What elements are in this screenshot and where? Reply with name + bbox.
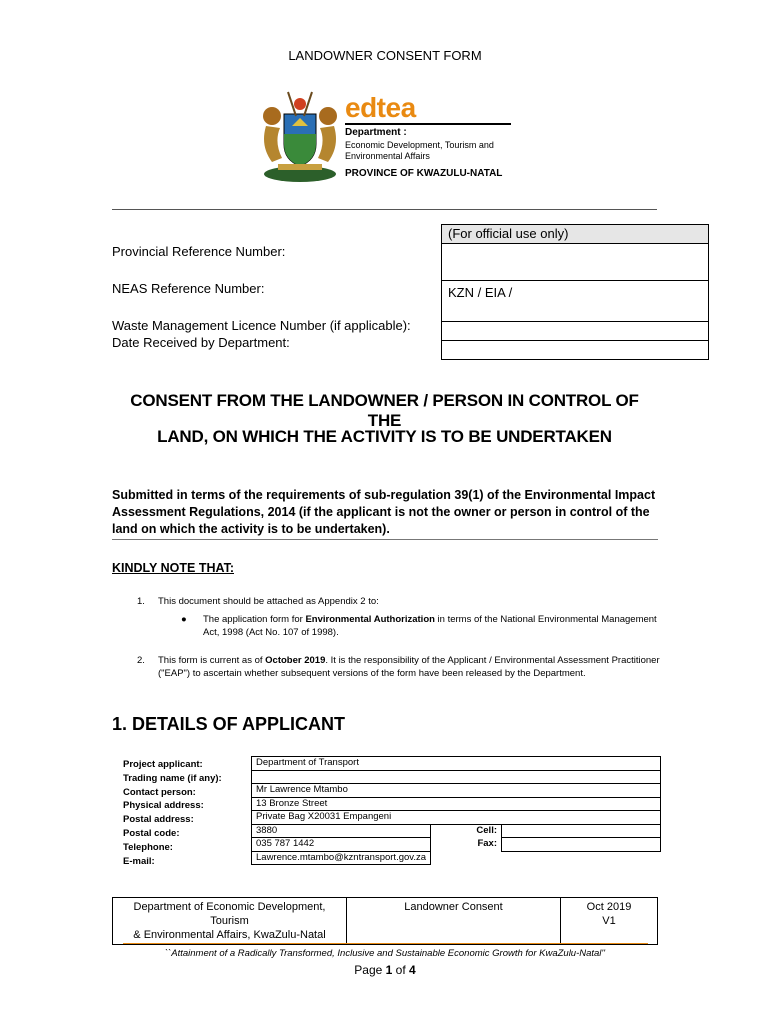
page-pre: Page xyxy=(354,963,386,977)
cell-label: Cell: xyxy=(476,825,497,836)
footer-slogan: ``Attainment of a Radically Transformed, Inclusive and Sustainable Economic Growth for KwaZulu-Natal'' xyxy=(164,948,606,959)
official-use-table xyxy=(441,224,709,360)
cell-field[interactable] xyxy=(502,824,661,838)
footer-divider xyxy=(123,943,648,944)
submitted-divider xyxy=(112,539,658,540)
footer-document-name: Landowner Consent xyxy=(347,898,561,945)
neas-ref-field[interactable]: KZN / EIA / xyxy=(442,281,709,322)
project-applicant-field[interactable]: Department of Transport xyxy=(252,757,661,771)
telephone-field[interactable]: 035 787 1442 xyxy=(252,838,431,852)
neas-ref-label: NEAS Reference Number: xyxy=(112,281,265,296)
postal-code-field[interactable]: 3880 xyxy=(252,824,431,838)
waste-licence-field[interactable] xyxy=(442,322,709,341)
footer-table xyxy=(112,897,658,945)
footer-department-line-2: & Environmental Affairs, KwaZulu-Natal xyxy=(133,929,326,941)
page-number xyxy=(0,963,770,977)
note-bullet-pre: The application form for xyxy=(203,614,306,625)
consent-heading-line-1: CONSENT FROM THE LANDOWNER / PERSON IN CONTROL OF THE xyxy=(130,391,639,430)
footer-department xyxy=(113,898,347,945)
section-1-title: 1. DETAILS OF APPLICANT xyxy=(112,714,346,734)
footer-version: V1 xyxy=(602,915,616,927)
project-applicant-label: Project applicant: xyxy=(123,759,203,770)
note-item-2-number: 2. xyxy=(137,655,145,666)
contact-person-label: Contact person: xyxy=(123,787,196,798)
note-item-2-pre: This form is current as of xyxy=(158,655,266,666)
applicant-details-table xyxy=(251,756,661,865)
date-received-label: Date Received by Department: xyxy=(112,335,290,350)
note-item-2-post: . It is the responsibility of the Applicant / Environmental Assessment Practitioner ("EAP") to ascertain whether subsequent versions of the form have been released by the Department. xyxy=(158,655,660,679)
page-mid: of xyxy=(392,963,410,977)
provincial-ref-field[interactable] xyxy=(442,244,709,281)
province-label: PROVINCE OF KWAZULU-NATAL xyxy=(345,168,503,179)
page-current: 1 xyxy=(385,963,393,977)
submitted-statement: Submitted in terms of the requirements of sub-regulation 39(1) of the Environmental Impact Assessment Regulations, 2014 (if the applicant is not the owner or person in control of the land on which the activity is to be undertaken). xyxy=(112,488,656,536)
note-bullet-bold: Environmental Authorization xyxy=(305,614,435,625)
note-bullet-post: in terms of the National Environmental Management Act, 1998 (Act No. 107 of 1998). xyxy=(203,614,657,638)
form-title: LANDOWNER CONSENT FORM xyxy=(288,48,482,63)
fax-field[interactable] xyxy=(502,838,661,852)
footer-version-cell xyxy=(561,898,658,945)
provincial-ref-label: Provincial Reference Number: xyxy=(112,244,286,259)
date-received-field[interactable] xyxy=(442,341,709,360)
note-item-1: This document should be attached as Appendix 2 to: xyxy=(158,596,379,607)
postal-code-label: Postal code: xyxy=(123,828,180,839)
telephone-label: Telephone: xyxy=(123,842,173,853)
contact-person-field[interactable]: Mr Lawrence Mtambo xyxy=(252,784,661,798)
physical-address-label: Physical address: xyxy=(123,800,204,811)
edtea-wordmark: edtea xyxy=(345,92,416,123)
department-line-2: Environmental Affairs xyxy=(345,151,430,161)
email-label: E-mail: xyxy=(123,856,155,867)
physical-address-field[interactable]: 13 Bronze Street xyxy=(252,797,661,811)
postal-address-label: Postal address: xyxy=(123,814,194,825)
postal-address-field[interactable]: Private Bag X20031 Empangeni xyxy=(252,811,661,825)
official-use-header: (For official use only) xyxy=(442,225,709,244)
header-divider xyxy=(112,209,657,210)
page-total: 4 xyxy=(409,963,416,977)
note-item-1-number: 1. xyxy=(137,596,145,607)
kindly-note-title: KINDLY NOTE THAT: xyxy=(112,561,234,575)
department-line-1: Economic Development, Tourism and xyxy=(345,140,494,150)
fax-label: Fax: xyxy=(477,838,497,850)
department-name xyxy=(345,140,494,162)
note-item-2-bold: October 2019 xyxy=(265,655,326,666)
note-bullet xyxy=(203,613,659,639)
footer-date: Oct 2019 xyxy=(586,901,632,913)
trading-name-field[interactable] xyxy=(252,770,661,784)
consent-heading-line-2: LAND, ON WHICH THE ACTIVITY IS TO BE UNDERTAKEN xyxy=(157,427,612,446)
footer-department-line-1: Department of Economic Development, Tourism xyxy=(133,901,326,927)
waste-licence-label: Waste Management Licence Number (if applicable): xyxy=(112,318,411,333)
bullet-icon: ● xyxy=(181,614,187,625)
logo-rule xyxy=(345,123,511,125)
email-field[interactable]: Lawrence.mtambo@kzntransport.gov.za xyxy=(252,851,431,865)
trading-name-label: Trading name (if any): xyxy=(123,773,222,784)
coat-of-arms-icon xyxy=(258,86,342,186)
note-item-2 xyxy=(158,654,660,680)
department-label: Department : xyxy=(345,127,407,138)
